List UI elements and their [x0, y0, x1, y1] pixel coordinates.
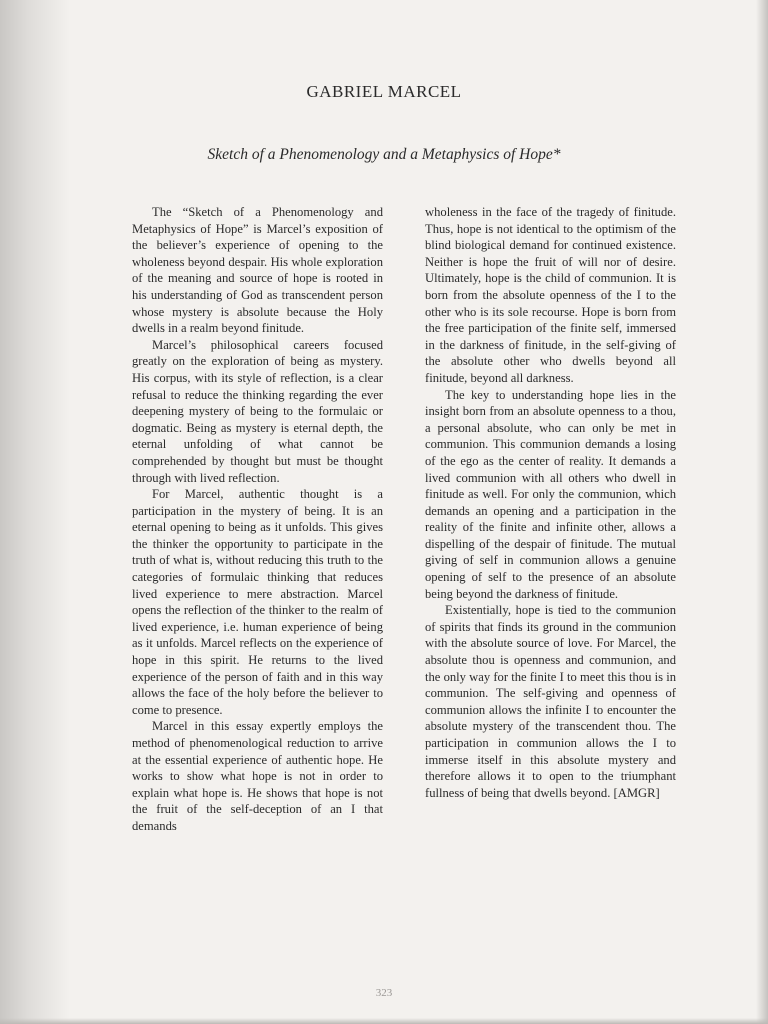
paragraph: For Marcel, authentic thought is a participation in the mystery of being. It is an eternal opening to being as it unfolds. This gives the thinker the opportunity to participate in the truth of what is, without reducing this truth to the categories of formulaic thinking that reduces lived experience to mere abstraction. Marcel opens the reflection of the thinker to the realm of lived experience, i.e. human experience of being as it unfolds. Marcel reflects on the experience of hope in this spirit. He returns to the lived experience of the person of faith and in this way allows the face of the holy before the believer to come to presence.: [132, 487, 383, 717]
page-bottom-edge: [0, 1018, 768, 1024]
paragraph: The key to understanding hope lies in the insight born from an absolute openness to a thou, a personal absolute, who can only be met in communion. This communion demands a losing of the ego as the center of reality. It demands a lived communion with all others who dwell in finitude as well. For only the communion, which demands an opening and a participation in the reality of the finite and infinite other, allows a dispelling of the despair of finitude. The mutual giving of self in communion allows a genuine opening of self to the presence of an absolute being beyond the darkness of finitude.: [425, 387, 676, 601]
page-number: 323: [375, 987, 393, 999]
paragraph: Marcel’s philosophical careers focused greatly on the exploration of being as mystery. His corpus, with its style of reflection, is a clear refusal to reduce the thinking regarding the ever deepening mystery of being to the formulaic or dogmatic. Being as mystery is eternal depth, the eternal unfolding of what cannot be comprehended by thought but must be thought through with lived reflection.: [132, 337, 383, 485]
paragraph: Marcel in this essay expertly employs the method of phenomenological reduction to arrive at the essential experience of authentic hope. He works to show what hope is not in order to explain what hope is. He shows that hope is not the fruit of the self-deception of an I that demands: [132, 719, 383, 833]
paragraph: The “Sketch of a Phenomenology and Metaphysics of Hope” is Marcel’s exposition of the believer’s experience of opening to the wholeness beyond despair. His whole exploration of the meaning and source of hope is rooted in his understanding of God as transcendent person whose mystery is absolute because the Holy dwells in a realm beyond finitude.: [132, 205, 383, 336]
author-heading: GABRIEL MARCEL: [306, 82, 462, 101]
paragraph: Existentially, hope is tied to the communion of spirits that finds its ground in the communion with the absolute source of love. For Marcel, the absolute thou is openness and communion, and the only way for the finite I to meet this thou is in communion. The self-giving and openness of communion allows the infinite I to encounter the absolute mystery of the transcendent thou. The participation in communion allows the I to immerse itself in this absolute mystery and therefore allows it to open to the triumphant fullness of being that dwells beyond. [AMGR]: [425, 603, 676, 800]
right-column: [425, 204, 676, 801]
essay-title: Sketch of a Phenomenology and a Metaphysics of Hope*: [207, 146, 561, 163]
paragraph-continuation: wholeness in the face of the tragedy of finitude. Thus, hope is not identical to the optimism of the blind biological demand for continued existence. Neither is hope the fruit of will nor of desire. Ultimately, hope is the child of communion. It is born from the absolute openness of the I to the other who is its sole recourse. Hope is born from the free participation of the finite self, immersed in the darkness of finitude, in the self-giving of the absolute other who dwells beyond all finitude, beyond all darkness.: [425, 205, 676, 385]
left-column: [132, 204, 383, 835]
